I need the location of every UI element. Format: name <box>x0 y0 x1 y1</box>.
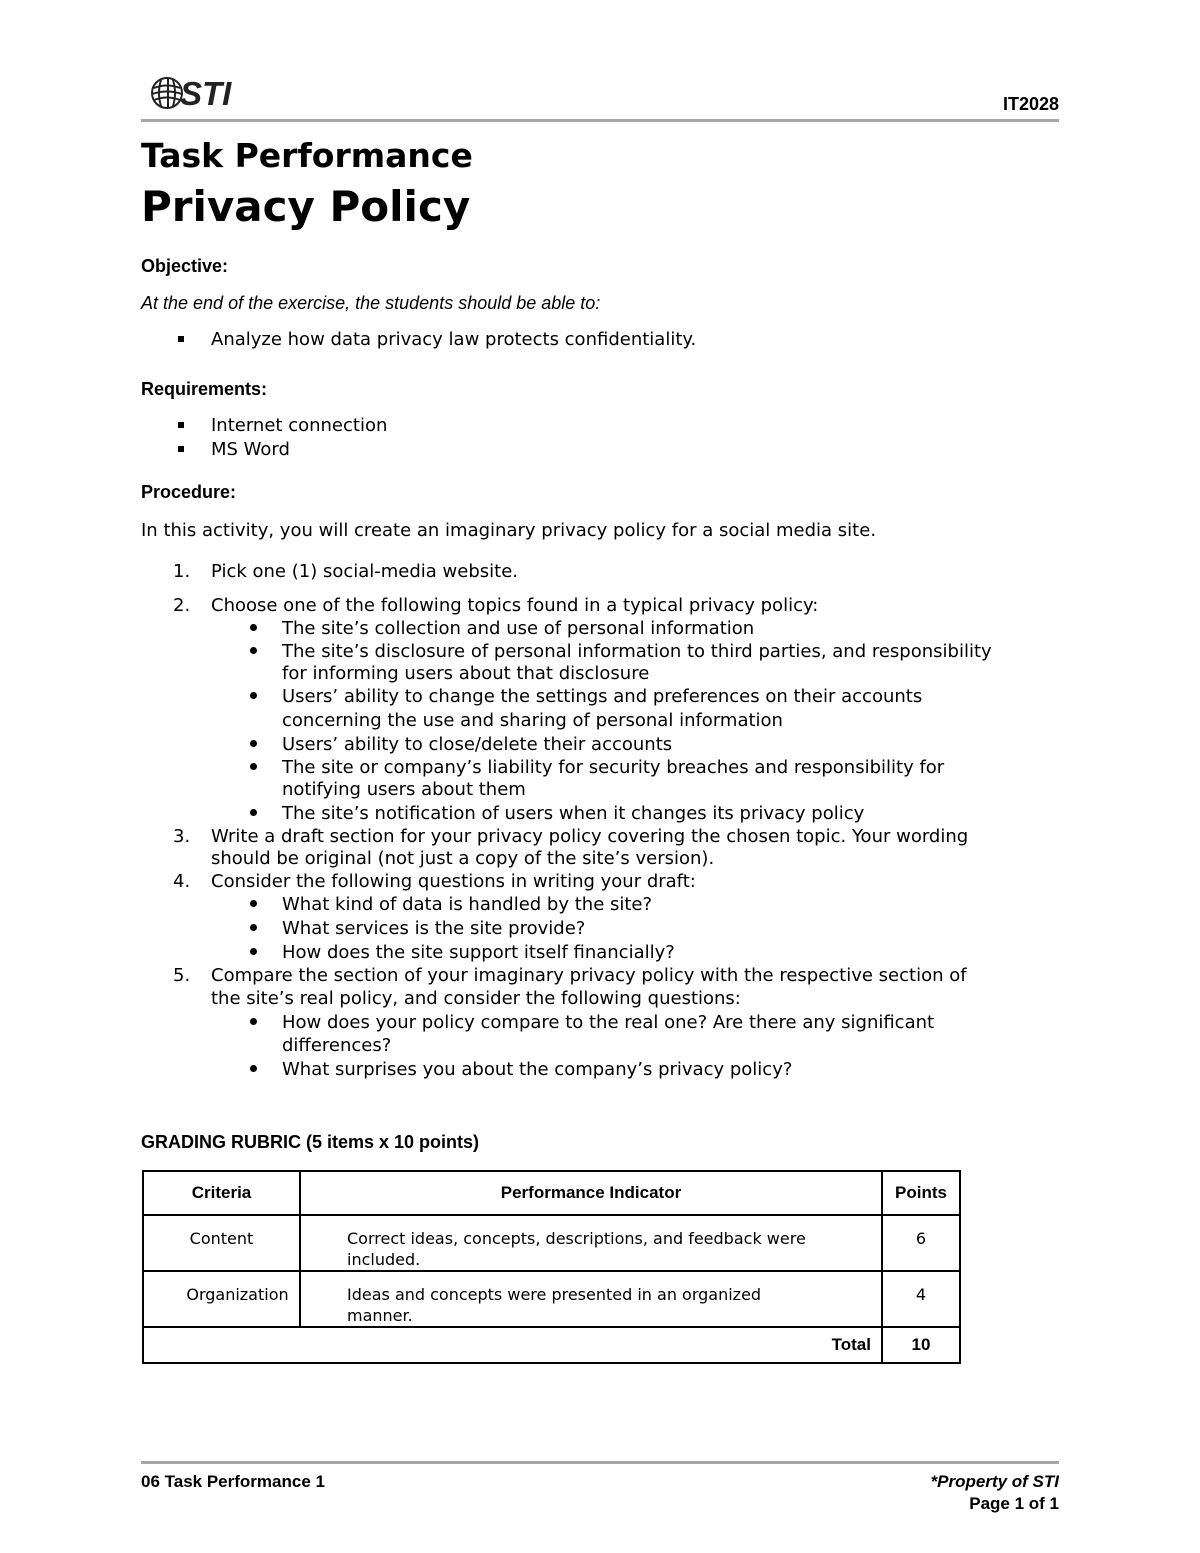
step-subitem: The site’s collection and use of personal information <box>282 618 755 639</box>
step-subitem: What surprises you about the company’s privacy policy? <box>282 1059 793 1080</box>
table-row <box>143 1215 960 1271</box>
step-number: 5. <box>173 965 191 986</box>
step-subitem: How does the site support itself financially? <box>282 942 675 963</box>
bullet-icon <box>250 624 257 631</box>
requirement-item: Internet connection <box>211 415 388 436</box>
step-subitem: Users’ ability to change the settings and preferences on their accounts <box>282 686 923 707</box>
step-subitem: What services is the site provide? <box>282 918 586 939</box>
rubric-total-label: Total <box>143 1327 882 1363</box>
svg-text:STI: STI <box>180 75 232 112</box>
bullet-icon <box>178 336 184 342</box>
page-subtitle: Privacy Policy <box>141 182 471 231</box>
bullet-icon <box>250 948 257 955</box>
step-subitem: differences? <box>282 1035 392 1056</box>
step-text: should be original (not just a copy of the site’s version). <box>211 848 715 869</box>
globe-icon <box>150 72 240 112</box>
step-subitem: How does your policy compare to the real one? Are there any significant <box>282 1012 935 1033</box>
bullet-icon <box>250 763 257 770</box>
procedure-label: Procedure: <box>141 482 237 502</box>
step-subitem: The site’s disclosure of personal information to third parties, and responsibility <box>282 641 992 662</box>
rubric-heading: GRADING RUBRIC (5 items x 10 points) <box>141 1132 480 1152</box>
page-title: Task Performance <box>141 136 473 175</box>
step-number: 4. <box>173 871 191 892</box>
step-number: 1. <box>173 561 191 582</box>
step-subitem: The site or company’s liability for security breaches and responsibility for <box>282 757 945 778</box>
bullet-icon <box>178 446 184 452</box>
objective-item: Analyze how data privacy law protects confidentiality. <box>211 329 697 350</box>
objective-label: Objective: <box>141 256 229 276</box>
rubric-header-indicator: Performance Indicator <box>300 1171 882 1215</box>
bullet-icon <box>250 692 257 699</box>
rubric-header-points: Points <box>882 1171 960 1215</box>
bullet-icon <box>178 422 184 428</box>
footer-doc-title: 06 Task Performance 1 <box>141 1472 325 1491</box>
requirement-item: MS Word <box>211 439 290 460</box>
objective-intro: At the end of the exercise, the students should be able to: <box>141 293 601 313</box>
rubric-indicator: Correct ideas, concepts, descriptions, and feedback were included. <box>300 1215 882 1271</box>
rubric-criteria: Organization <box>143 1271 300 1327</box>
step-text: Consider the following questions in writing your draft: <box>211 871 696 892</box>
step-text: Write a draft section for your privacy policy covering the chosen topic. Your wording <box>211 826 969 847</box>
bullet-icon <box>250 1018 257 1025</box>
bullet-icon <box>250 900 257 907</box>
step-text: Compare the section of your imaginary privacy policy with the respective section of <box>211 965 967 986</box>
step-subitem: notifying users about them <box>282 779 526 800</box>
step-number: 3. <box>173 826 191 847</box>
step-text: Pick one (1) social-media website. <box>211 561 518 582</box>
step-text: the site’s real policy, and consider the following questions: <box>211 988 741 1009</box>
course-code: IT2028 <box>1002 94 1059 114</box>
bullet-icon <box>250 647 257 654</box>
rubric-points: 6 <box>882 1215 960 1271</box>
step-subitem: Users’ ability to close/delete their accounts <box>282 734 673 755</box>
rubric-total-points: 10 <box>882 1327 960 1363</box>
bullet-icon <box>250 1065 257 1072</box>
table-row <box>143 1271 960 1327</box>
header-divider <box>141 119 1059 122</box>
rubric-indicator: Ideas and concepts were presented in an organized manner. <box>300 1271 882 1327</box>
rubric-points: 4 <box>882 1271 960 1327</box>
rubric-header-criteria: Criteria <box>143 1171 300 1215</box>
bullet-icon <box>250 809 257 816</box>
rubric-table <box>142 1170 961 1364</box>
step-subitem: The site’s notification of users when it changes its privacy policy <box>282 803 865 824</box>
step-number: 2. <box>173 595 191 616</box>
sti-logo <box>150 72 240 112</box>
step-text: Choose one of the following topics found in a typical privacy policy: <box>211 595 819 616</box>
procedure-intro: In this activity, you will create an imaginary privacy policy for a social media site. <box>141 520 877 541</box>
requirements-label: Requirements: <box>141 379 268 399</box>
bullet-icon <box>250 740 257 747</box>
step-subitem: for informing users about that disclosure <box>282 663 650 684</box>
footer-page-number: Page 1 of 1 <box>969 1494 1059 1513</box>
footer-divider <box>141 1461 1059 1464</box>
footer-property: *Property of STI <box>930 1472 1059 1491</box>
bullet-icon <box>250 924 257 931</box>
step-subitem: What kind of data is handled by the site? <box>282 894 653 915</box>
step-subitem: concerning the use and sharing of personal information <box>282 710 783 731</box>
rubric-criteria: Content <box>143 1215 300 1271</box>
